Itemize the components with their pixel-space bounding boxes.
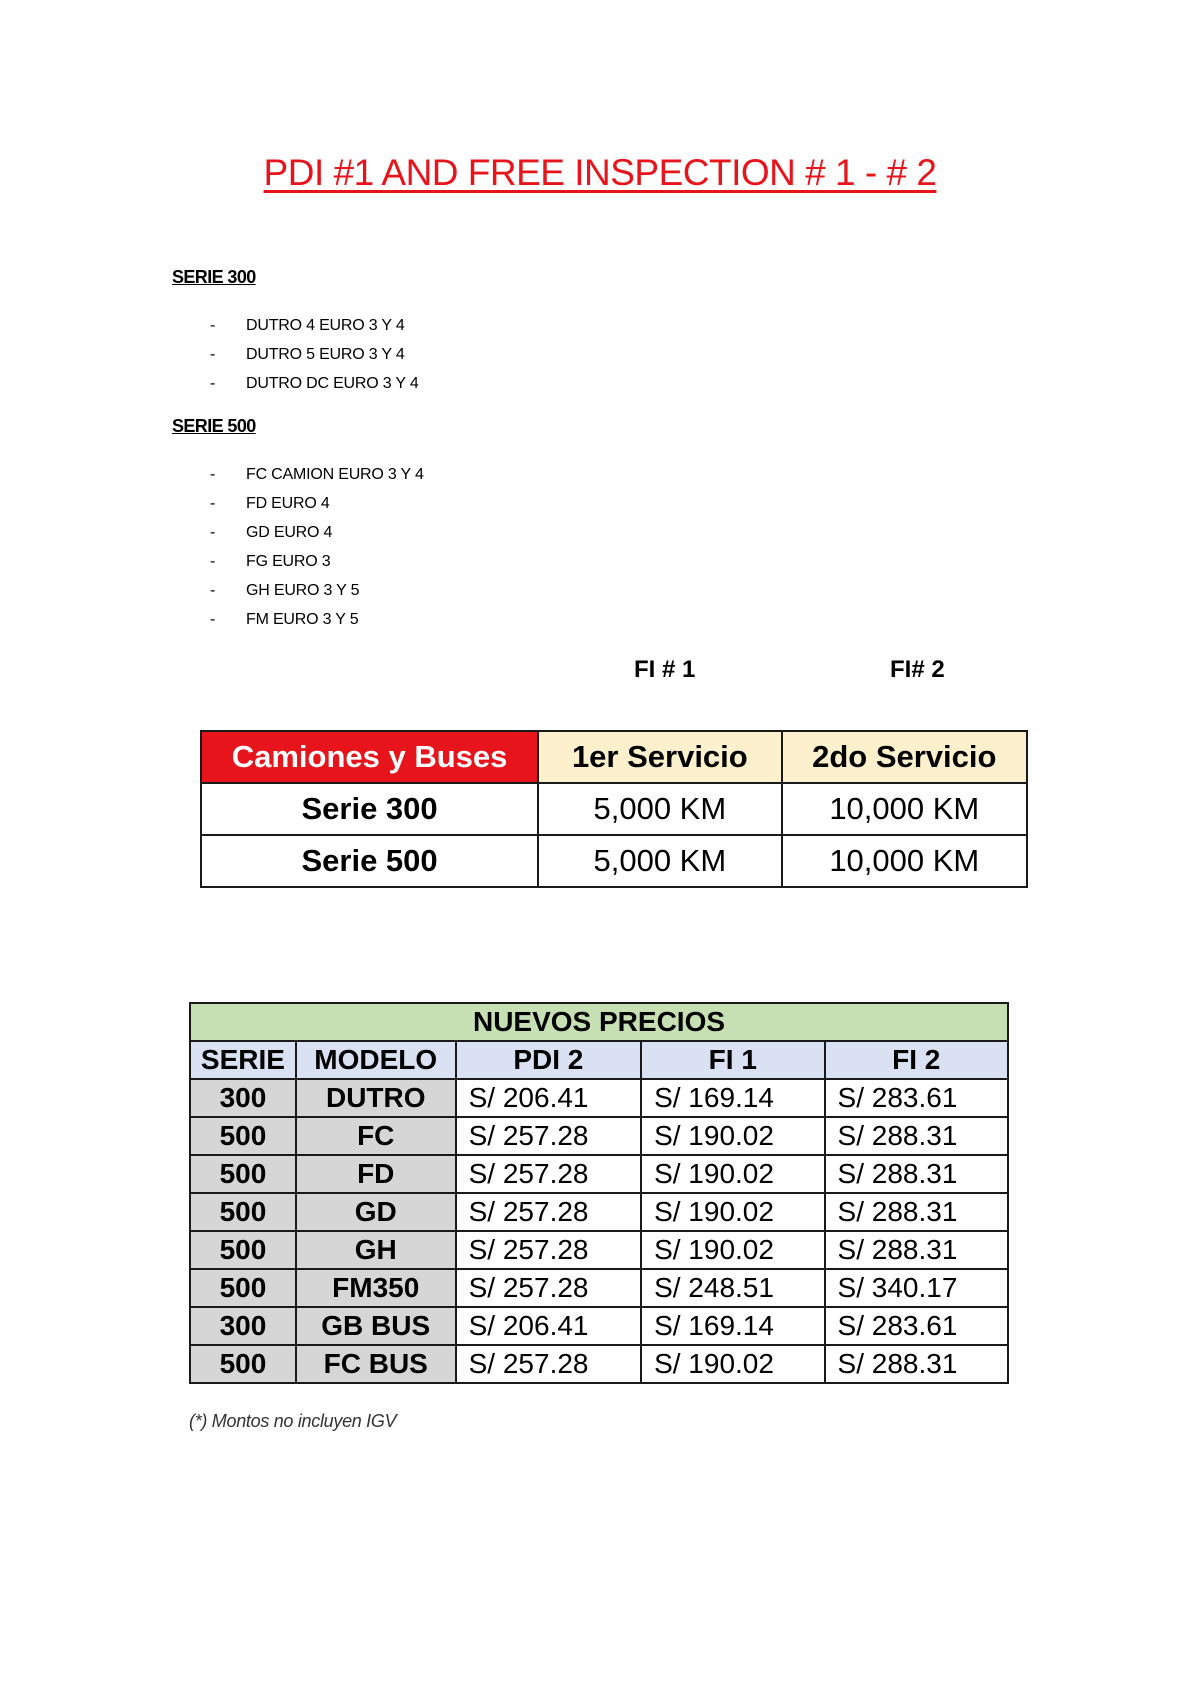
table-cell: 10,000 KM [782, 835, 1027, 887]
table-cell: S/ 190.02 [641, 1193, 824, 1231]
fi1-label: FI # 1 [634, 656, 696, 683]
table-cell: S/ 257.28 [456, 1193, 641, 1231]
table-cell: S/ 190.02 [641, 1231, 824, 1269]
list-item: - FG EURO 3 [210, 553, 331, 570]
table-cell: 500 [190, 1155, 296, 1193]
table-cell: S/ 190.02 [641, 1117, 824, 1155]
table-row [190, 1117, 1008, 1155]
table-cell: 500 [190, 1269, 296, 1307]
serie-300-list [210, 311, 419, 398]
table-cell: S/ 206.41 [456, 1079, 641, 1117]
table-cell: S/ 288.31 [825, 1193, 1008, 1231]
table-header-cell: 1er Servicio [538, 731, 781, 783]
table-cell: 500 [190, 1193, 296, 1231]
list-item: - FD EURO 4 [210, 495, 330, 512]
table-row [190, 1155, 1008, 1193]
table-header-row [190, 1041, 1008, 1079]
table-cell: S/ 257.28 [456, 1231, 641, 1269]
table-cell: DUTRO [296, 1079, 456, 1117]
table-cell: S/ 288.31 [825, 1117, 1008, 1155]
list-item: - GD EURO 4 [210, 524, 333, 541]
table-row [190, 1345, 1008, 1383]
table-cell: FM350 [296, 1269, 456, 1307]
table-cell: FC [296, 1117, 456, 1155]
table-cell: S/ 257.28 [456, 1117, 641, 1155]
table-header-cell: FI 2 [825, 1041, 1008, 1079]
table-row [190, 1079, 1008, 1117]
list-item: - FC CAMION EURO 3 Y 4 [210, 466, 424, 483]
table-cell: 300 [190, 1079, 296, 1117]
table-cell: S/ 288.31 [825, 1231, 1008, 1269]
table-cell: 500 [190, 1231, 296, 1269]
table-row [190, 1231, 1008, 1269]
list-item: - DUTRO 5 EURO 3 Y 4 [210, 346, 405, 363]
table-cell: S/ 257.28 [456, 1155, 641, 1193]
table-header-row [201, 731, 1027, 783]
list-item: - GH EURO 3 Y 5 [210, 582, 360, 599]
table-cell: Serie 300 [201, 783, 538, 835]
table-cell: Serie 500 [201, 835, 538, 887]
price-table-title-row [190, 1003, 1008, 1041]
table-cell: S/ 248.51 [641, 1269, 824, 1307]
table-cell: GD [296, 1193, 456, 1231]
table-cell: S/ 283.61 [825, 1079, 1008, 1117]
price-table [189, 1002, 1009, 1384]
table-cell: S/ 190.02 [641, 1155, 824, 1193]
service-interval-table [200, 730, 1028, 888]
table-row [201, 783, 1027, 835]
table-cell: 500 [190, 1117, 296, 1155]
table-cell: 5,000 KM [538, 783, 781, 835]
table-cell: 10,000 KM [782, 783, 1027, 835]
table-cell: S/ 288.31 [825, 1345, 1008, 1383]
table-header-cell: PDI 2 [456, 1041, 641, 1079]
table-cell: S/ 169.14 [641, 1307, 824, 1345]
table-cell: S/ 288.31 [825, 1155, 1008, 1193]
table-cell: S/ 206.41 [456, 1307, 641, 1345]
fi2-label: FI# 2 [890, 656, 945, 683]
table-cell: S/ 190.02 [641, 1345, 824, 1383]
table-cell: 300 [190, 1307, 296, 1345]
table-row [190, 1193, 1008, 1231]
list-item: - DUTRO DC EURO 3 Y 4 [210, 375, 419, 392]
table-header-cell: FI 1 [641, 1041, 824, 1079]
list-item: - DUTRO 4 EURO 3 Y 4 [210, 317, 405, 334]
list-item: - FM EURO 3 Y 5 [210, 611, 359, 628]
table-header-cell: Camiones y Buses [201, 731, 538, 783]
table-cell: FC BUS [296, 1345, 456, 1383]
table-cell: 5,000 KM [538, 835, 781, 887]
table-cell: GH [296, 1231, 456, 1269]
serie-500-list [210, 460, 424, 634]
table-row [190, 1307, 1008, 1345]
table-cell: FD [296, 1155, 456, 1193]
price-table-title: NUEVOS PRECIOS [190, 1003, 1008, 1041]
table-cell: S/ 340.17 [825, 1269, 1008, 1307]
table-cell: S/ 257.28 [456, 1345, 641, 1383]
table-header-cell: MODELO [296, 1041, 456, 1079]
table-row [201, 835, 1027, 887]
table-cell: S/ 283.61 [825, 1307, 1008, 1345]
table-header-cell: 2do Servicio [782, 731, 1027, 783]
table-cell: S/ 169.14 [641, 1079, 824, 1117]
document-title: PDI #1 AND FREE INSPECTION # 1 - # 2 [263, 152, 937, 193]
table-row [190, 1269, 1008, 1307]
igv-footnote: (*) Montos no incluyen IGV [189, 1411, 397, 1431]
table-cell: GB BUS [296, 1307, 456, 1345]
table-cell: S/ 257.28 [456, 1269, 641, 1307]
serie-500-heading: SERIE 500 [172, 416, 256, 436]
table-header-cell: SERIE [190, 1041, 296, 1079]
serie-300-heading: SERIE 300 [172, 267, 256, 287]
table-cell: 500 [190, 1345, 296, 1383]
